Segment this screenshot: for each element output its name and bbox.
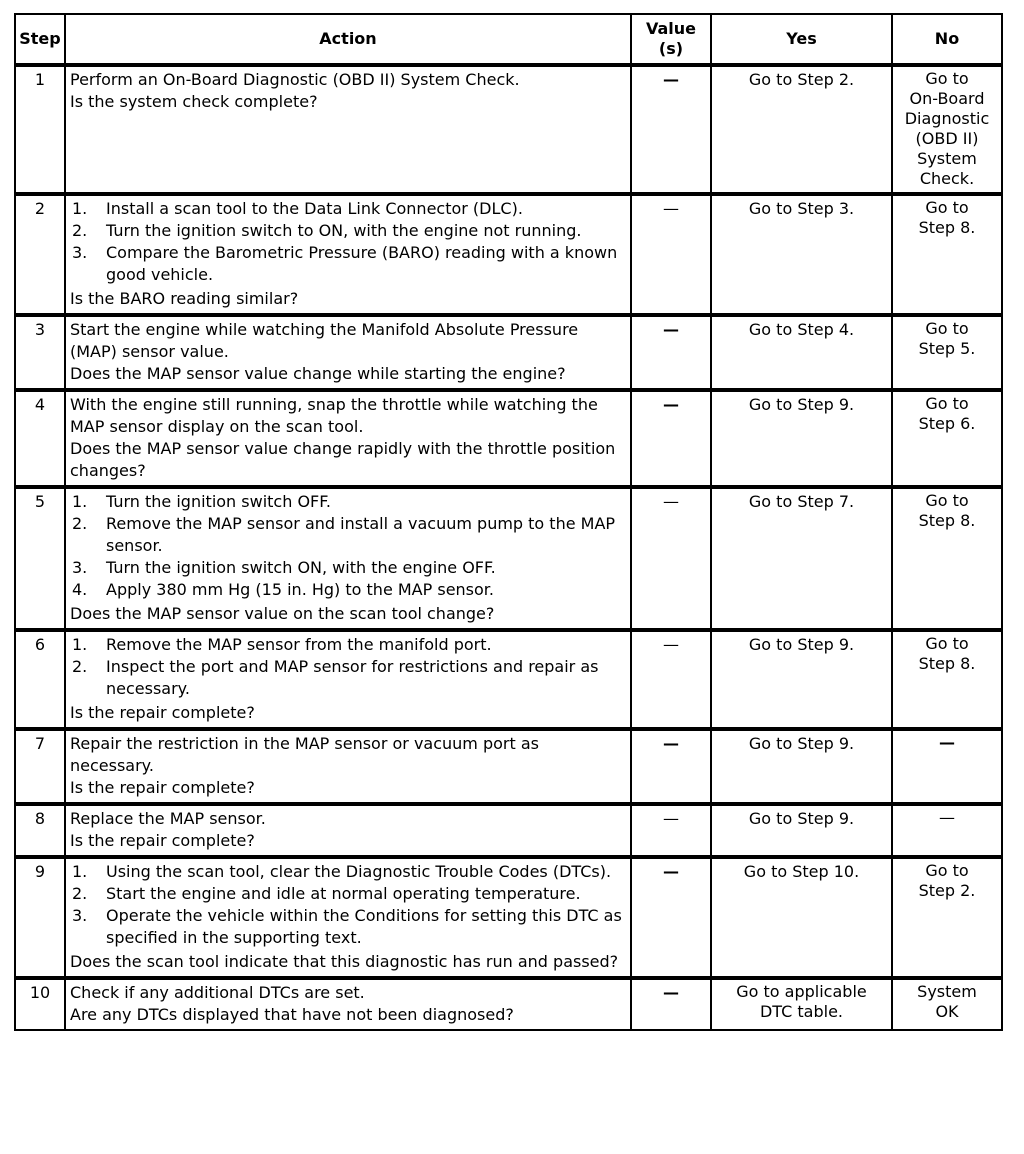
table-row	[15, 729, 1002, 804]
action-cell	[65, 65, 631, 194]
list-text: Apply 380 mm Hg (15 in. Hg) to the MAP sensor.	[106, 580, 494, 599]
list-number: 1.	[72, 635, 88, 654]
no-cell: Go to Step 5.	[892, 315, 1002, 390]
step-number: 1	[15, 65, 65, 194]
yes-cell: Go to Step 9.	[711, 390, 892, 487]
value-cell: —	[631, 857, 711, 978]
list-text: Compare the Barometric Pressure (BARO) reading with a known good vehicle.	[106, 243, 618, 284]
action-question: Is the system check complete?	[70, 92, 318, 111]
yes-cell: Go to Step 10.	[711, 857, 892, 978]
list-text: Turn the ignition switch OFF.	[106, 492, 331, 511]
action-list	[70, 634, 626, 700]
list-number: 1.	[72, 492, 88, 511]
action-question: Is the repair complete?	[70, 831, 255, 850]
action-list	[70, 491, 626, 601]
yes-cell: Go to Step 9.	[711, 804, 892, 857]
list-item	[70, 242, 626, 286]
list-text: Turn the ignition switch ON, with the engine OFF.	[106, 558, 496, 577]
action-cell	[65, 194, 631, 315]
yes-cell: Go to Step 9.	[711, 630, 892, 729]
step-number: 7	[15, 729, 65, 804]
action-text: Repair the restriction in the MAP sensor or vacuum port as necessary.	[70, 734, 539, 775]
action-question: Is the repair complete?	[70, 778, 255, 797]
value-cell: —	[631, 729, 711, 804]
value-cell: —	[631, 487, 711, 630]
action-cell	[65, 315, 631, 390]
no-cell: Go to Step 6.	[892, 390, 1002, 487]
action-text: Start the engine while watching the Manifold Absolute Pressure (MAP) sensor value.	[70, 320, 579, 361]
list-item	[70, 905, 626, 949]
table-row	[15, 978, 1002, 1030]
header-action: Action	[65, 14, 631, 65]
table-row	[15, 857, 1002, 978]
list-item	[70, 491, 626, 513]
list-item	[70, 513, 626, 557]
action-text: Replace the MAP sensor.	[70, 809, 266, 828]
step-number: 2	[15, 194, 65, 315]
list-number: 1.	[72, 199, 88, 218]
value-cell: —	[631, 194, 711, 315]
yes-cell: Go to Step 3.	[711, 194, 892, 315]
list-number: 3.	[72, 906, 88, 925]
no-cell: Go to Step 8.	[892, 194, 1002, 315]
action-cell	[65, 978, 631, 1030]
yes-cell: Go to Step 2.	[711, 65, 892, 194]
no-cell: Go to Step 8.	[892, 487, 1002, 630]
step-number: 6	[15, 630, 65, 729]
table-row	[15, 487, 1002, 630]
no-cell: Go to On-Board Diagnostic (OBD II) System Check.	[892, 65, 1002, 194]
table-row	[15, 194, 1002, 315]
yes-cell: Go to Step 9.	[711, 729, 892, 804]
value-cell: —	[631, 315, 711, 390]
step-number: 9	[15, 857, 65, 978]
action-text: Check if any additional DTCs are set.	[70, 983, 365, 1002]
yes-cell: Go to Step 7.	[711, 487, 892, 630]
list-item	[70, 579, 626, 601]
action-cell	[65, 390, 631, 487]
list-number: 4.	[72, 580, 88, 599]
diagnostic-table	[14, 13, 1003, 1031]
list-text: Start the engine and idle at normal operating temperature.	[106, 884, 581, 903]
no-cell: Go to Step 2.	[892, 857, 1002, 978]
step-number: 3	[15, 315, 65, 390]
list-text: Using the scan tool, clear the Diagnostic Trouble Codes (DTCs).	[106, 862, 612, 881]
table-row	[15, 390, 1002, 487]
action-cell	[65, 804, 631, 857]
list-text: Turn the ignition switch to ON, with the engine not running.	[106, 221, 582, 240]
list-item	[70, 656, 626, 700]
header-row	[15, 14, 1002, 65]
step-number: 5	[15, 487, 65, 630]
header-value: Value (s)	[631, 14, 711, 65]
no-cell: System OK	[892, 978, 1002, 1030]
table-row	[15, 315, 1002, 390]
action-cell	[65, 487, 631, 630]
action-question: Are any DTCs displayed that have not been diagnosed?	[70, 1005, 514, 1024]
list-text: Install a scan tool to the Data Link Connector (DLC).	[106, 199, 523, 218]
list-text: Inspect the port and MAP sensor for restrictions and repair as necessary.	[106, 657, 599, 698]
action-list	[70, 861, 626, 949]
list-number: 3.	[72, 243, 88, 262]
action-list	[70, 198, 626, 286]
list-item	[70, 198, 626, 220]
list-item	[70, 557, 626, 579]
action-question: Does the scan tool indicate that this diagnostic has run and passed?	[70, 952, 619, 971]
header-yes: Yes	[711, 14, 892, 65]
list-number: 2.	[72, 884, 88, 903]
list-number: 3.	[72, 558, 88, 577]
list-text: Remove the MAP sensor from the manifold port.	[106, 635, 492, 654]
action-question: Is the repair complete?	[70, 703, 255, 722]
action-question: Is the BARO reading similar?	[70, 289, 299, 308]
list-number: 2.	[72, 657, 88, 676]
action-question: Does the MAP sensor value on the scan tool change?	[70, 604, 495, 623]
action-cell	[65, 630, 631, 729]
step-number: 10	[15, 978, 65, 1030]
table-row	[15, 630, 1002, 729]
action-text: With the engine still running, snap the throttle while watching the MAP sensor display on the scan tool.	[70, 395, 598, 436]
no-cell: —	[892, 804, 1002, 857]
no-cell: —	[892, 729, 1002, 804]
action-question: Does the MAP sensor value change rapidly with the throttle position changes?	[70, 439, 616, 480]
table-row	[15, 65, 1002, 194]
list-text: Remove the MAP sensor and install a vacuum pump to the MAP sensor.	[106, 514, 616, 555]
list-item	[70, 861, 626, 883]
list-item	[70, 883, 626, 905]
step-number: 4	[15, 390, 65, 487]
no-cell: Go to Step 8.	[892, 630, 1002, 729]
list-item	[70, 634, 626, 656]
header-step: Step	[15, 14, 65, 65]
list-number: 2.	[72, 221, 88, 240]
yes-cell: Go to applicable DTC table.	[711, 978, 892, 1030]
action-text: Perform an On-Board Diagnostic (OBD II) System Check.	[70, 70, 520, 89]
action-cell	[65, 729, 631, 804]
list-number: 1.	[72, 862, 88, 881]
action-cell	[65, 857, 631, 978]
list-item	[70, 220, 626, 242]
list-number: 2.	[72, 514, 88, 533]
yes-cell: Go to Step 4.	[711, 315, 892, 390]
table-row	[15, 804, 1002, 857]
action-question: Does the MAP sensor value change while starting the engine?	[70, 364, 566, 383]
value-cell: —	[631, 978, 711, 1030]
value-cell: —	[631, 65, 711, 194]
value-cell: —	[631, 804, 711, 857]
list-text: Operate the vehicle within the Conditions for setting this DTC as specified in the supporting text.	[106, 906, 622, 947]
step-number: 8	[15, 804, 65, 857]
header-no: No	[892, 14, 1002, 65]
value-cell: —	[631, 390, 711, 487]
value-cell: —	[631, 630, 711, 729]
